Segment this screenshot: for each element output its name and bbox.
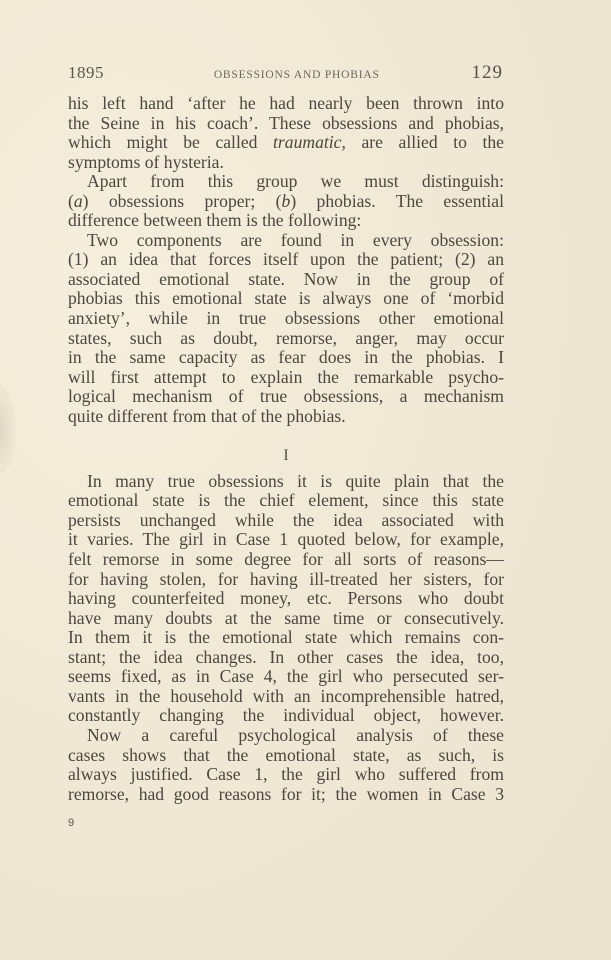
- paragraph-4: [68, 472, 504, 726]
- page-number: 129: [471, 62, 503, 83]
- text-line: Two components are found in every obsession:: [87, 229, 504, 250]
- text-line: have many doubts at the same time or consecutively.: [68, 607, 504, 628]
- text-line: remorse, had good reasons for it; the women in Case 3: [68, 783, 504, 804]
- text-line: associated emotional state. Now in the group of: [68, 268, 504, 289]
- text-line: seems fixed, as in Case 4, the girl who persecuted ser-: [68, 666, 504, 687]
- running-head: [68, 62, 503, 86]
- text-line: In them it is the emotional state which remains con-: [68, 627, 504, 648]
- paragraph-3: [68, 231, 504, 426]
- text-line: stant; the idea changes. In other cases the idea, too,: [68, 646, 504, 667]
- text-line: vants in the household with an incomprehensible hatred,: [68, 685, 504, 706]
- signature-mark: 9: [68, 817, 75, 829]
- text-line: constantly changing the individual object, however.: [68, 705, 504, 726]
- text-line: always justified. Case 1, the girl who suffered from: [68, 764, 504, 785]
- text-line: felt remorse in some degree for all sorts of reasons—: [68, 549, 504, 570]
- text-run: , are allied to the: [341, 132, 504, 153]
- text-run: (: [68, 190, 74, 211]
- text-line: it varies. The girl in Case 1 quoted below, for example,: [68, 529, 504, 550]
- text-line: will first attempt to explain the remarkable psycho-: [68, 366, 504, 387]
- text-line: cases shows that the emotional state, as such, is: [68, 744, 504, 765]
- text-run: which might be called: [68, 132, 274, 153]
- text-line: for having stolen, for having ill-treated her sisters, for: [68, 568, 504, 589]
- text-line: having counterfeited money, etc. Persons who doubt: [68, 588, 504, 609]
- text-line: quite different from that of the phobias.: [68, 405, 346, 426]
- text-line: Apart from this group we must distinguish:: [87, 171, 504, 192]
- paragraph-5: [68, 726, 504, 804]
- body-text: [68, 94, 504, 804]
- section-numeral: I: [283, 447, 289, 465]
- text-line: In many true obsessions it is quite plain that the: [87, 470, 504, 491]
- paragraph-1: [68, 94, 504, 172]
- text-run: ) obsessions proper; (: [82, 190, 282, 211]
- running-head-title: OBSESSIONS AND PHOBIAS: [213, 69, 380, 81]
- text-line: [68, 133, 504, 153]
- text-line: the Seine in his coach’. These obsessions and phobias,: [68, 112, 504, 133]
- text-line: phobias this emotional state is always one of ‘morbid: [68, 288, 504, 309]
- page-stain: [0, 385, 16, 475]
- running-head-year: 1895: [68, 63, 104, 82]
- text-line: [68, 192, 504, 212]
- text-line: persists unchanged while the idea associated with: [68, 509, 504, 530]
- text-line: Now a careful psychological analysis of these: [87, 724, 504, 745]
- text-line: in the same capacity as fear does in the phobias. I: [68, 347, 504, 368]
- text-line: symptoms of hysteria.: [68, 151, 224, 172]
- emphasis-traumatic: traumatic: [273, 132, 342, 153]
- text-line: states, such as doubt, remorse, anger, may occur: [68, 327, 504, 348]
- text-line: (1) an idea that forces itself upon the patient; (2) an: [68, 249, 504, 270]
- text-line: difference between them is the following:: [68, 210, 362, 231]
- text-run: ) phobias. The essential: [290, 190, 504, 211]
- text-line: emotional state is the chief element, since this state: [68, 490, 504, 511]
- text-line: his left hand ‘after he had nearly been thrown into: [68, 93, 504, 113]
- text-line: logical mechanism of true obsessions, a mechanism: [68, 386, 504, 407]
- emphasis-b: b: [281, 190, 291, 211]
- text-line: anxiety’, while in true obsessions other emotional: [68, 308, 504, 329]
- emphasis-a: a: [73, 190, 83, 211]
- paragraph-2: [68, 172, 504, 231]
